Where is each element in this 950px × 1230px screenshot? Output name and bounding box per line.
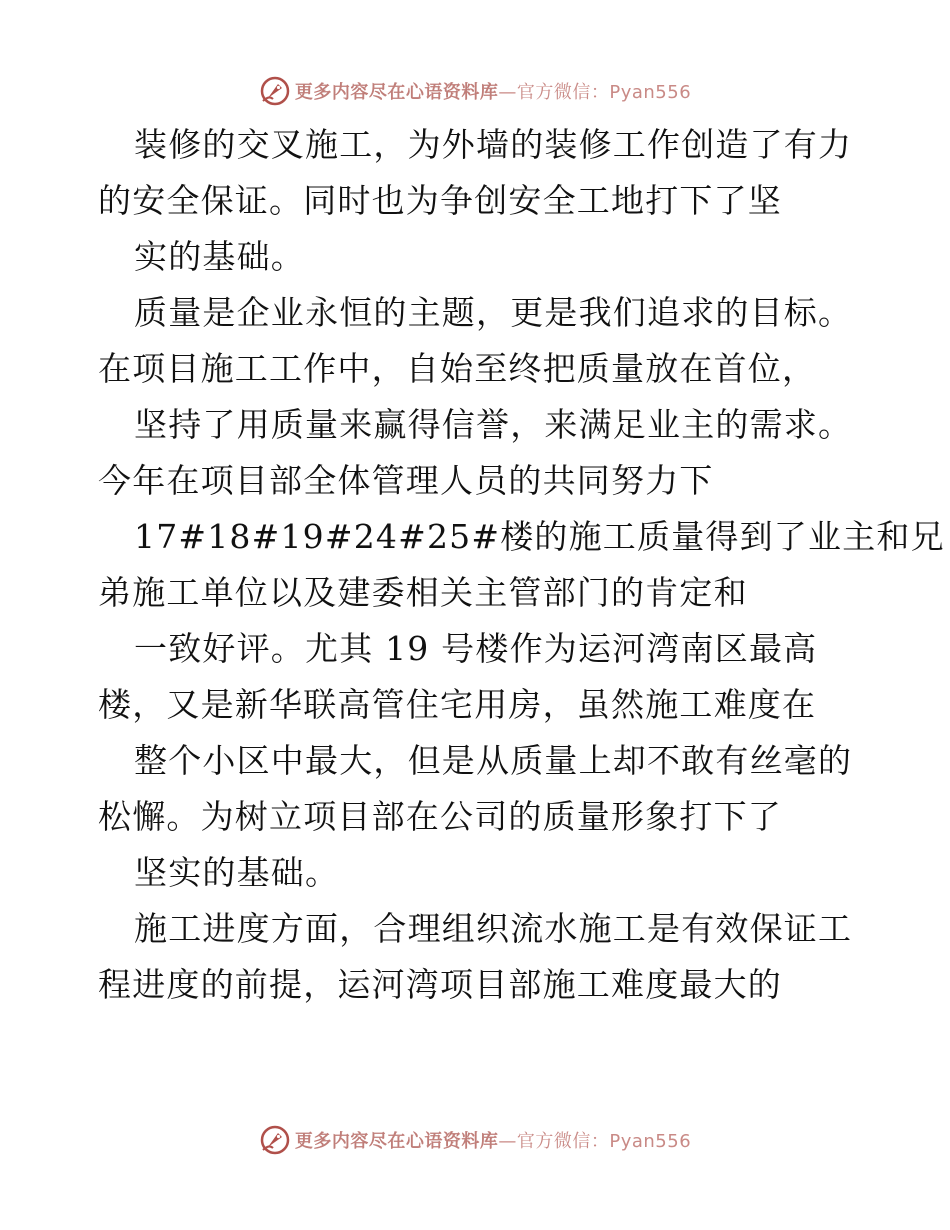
- watermark-id: Pyan556: [609, 1131, 692, 1152]
- text-line: 实的基础。: [134, 237, 305, 276]
- text-line: 今年在项目部全体管理人员的共同努力下: [98, 461, 714, 500]
- text-line: 坚持了用质量来赢得信誉，来满足业主的需求。: [134, 405, 853, 444]
- watermark-sub: 官方微信：: [516, 82, 610, 103]
- text-line: 一致好评。尤其 19 号楼作为运河湾南区最高: [134, 629, 818, 668]
- text-line: 楼，又是新华联高管住宅用房，虽然施工难度在: [98, 685, 817, 724]
- watermark-dash: —: [498, 82, 517, 103]
- header-watermark: [0, 71, 950, 111]
- footer-watermark: [0, 1120, 950, 1160]
- watermark-dash: —: [498, 1131, 517, 1152]
- text-line: 的安全保证。同时也为争创安全工地打下了坚: [98, 181, 782, 220]
- watermark-sub: 官方微信：: [516, 1131, 610, 1152]
- text-line: 装修的交叉施工，为外墙的装修工作创造了有力: [134, 125, 853, 164]
- pen-nib-circle-icon: [259, 75, 291, 107]
- text-line: 整个小区中最大，但是从质量上却不敢有丝毫的: [134, 741, 853, 780]
- pen-nib-circle-icon: [259, 1124, 291, 1156]
- watermark-text: [295, 78, 691, 104]
- text-line: 在项目施工工作中，自始至终把质量放在首位，: [98, 349, 817, 388]
- text-line: 质量是企业永恒的主题，更是我们追求的目标。: [134, 293, 853, 332]
- watermark-text: [295, 1127, 691, 1153]
- watermark-id: Pyan556: [609, 82, 692, 103]
- watermark-main: 更多内容尽在心语资料库: [294, 82, 499, 103]
- text-line: 坚实的基础。: [134, 853, 340, 892]
- text-line: 施工进度方面，合理组织流水施工是有效保证工: [134, 909, 853, 948]
- text-line: 程进度的前提，运河湾项目部施工难度最大的: [98, 965, 782, 1004]
- watermark-main: 更多内容尽在心语资料库: [294, 1131, 499, 1152]
- text-line: 弟施工单位以及建委相关主管部门的肯定和: [98, 573, 748, 612]
- text-line: 松懈。为树立项目部在公司的质量形象打下了: [98, 797, 782, 836]
- text-line: 17#18#19#24#25#楼的施工质量得到了业主和兄: [134, 517, 945, 556]
